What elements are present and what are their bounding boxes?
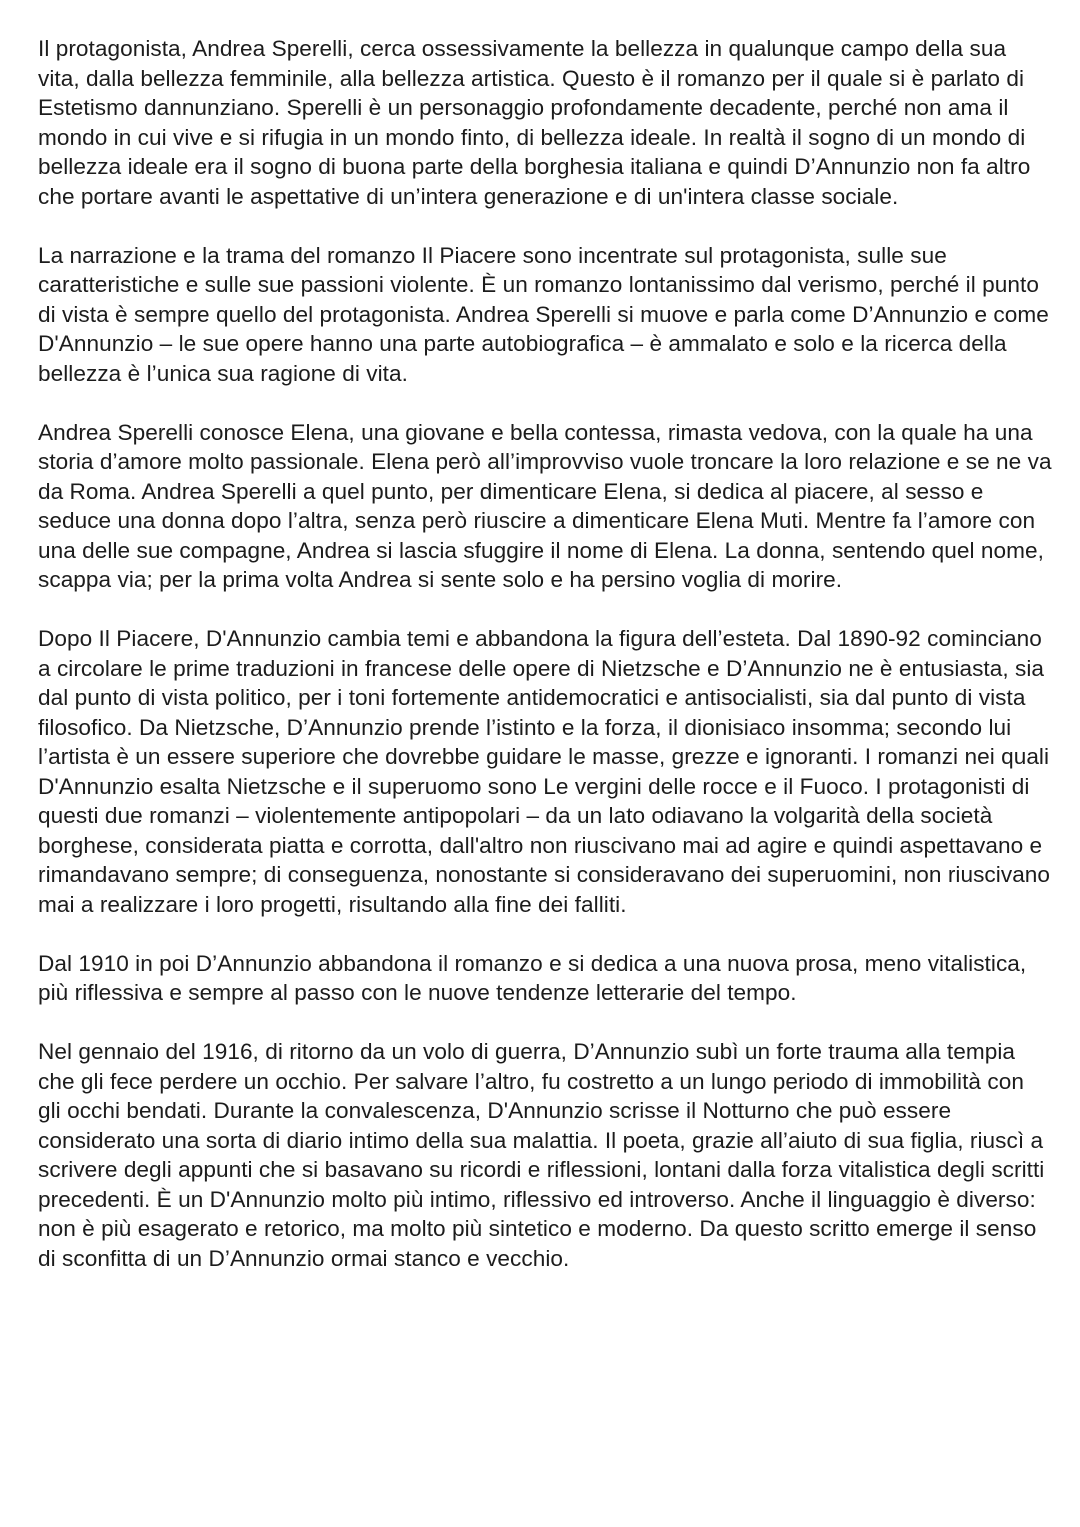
paragraph-protagonist: Il protagonista, Andrea Sperelli, cerca ossessivamente la bellezza in qualunque campo della sua vita, dalla bellezza femminile, alla bellezza artistica. Questo è il romanzo per il quale si è parlato di Estetismo dannunziano. Sperelli è un personaggio profondamente decadente, perché non ama il mondo in cui vive e si rifugia in un mondo finto, di bellezza ideale. In realtà il sogno di un mondo di bellezza ideale era il sogno di buona parte della borghesia italiana e quindi D’Annunzio non fa altro che portare avanti le aspettative di un’intera generazione e di un'intera classe sociale. <box>38 36 1031 209</box>
paragraph-elena: Andrea Sperelli conosce Elena, una giovane e bella contessa, rimasta vedova, con la quale ha una storia d’amore molto passionale. Elena però all’improvviso vuole troncare la loro relazione e se ne va da Roma. Andrea Sperelli a quel punto, per dimenticare Elena, si dedica al piacere, al sesso e seduce una donna dopo l’altra, senza però riuscire a dimenticare Elena Muti. Mentre fa l’amore con una delle sue compagne, Andrea si lascia sfuggire il nome di Elena. La donna, sentendo quel nome, scappa via; per la prima volta Andrea si sente solo e ha persino voglia di morire. <box>38 419 1052 592</box>
paragraph-1910: Dal 1910 in poi D’Annunzio abbandona il romanzo e si dedica a una nuova prosa, meno vitalistica, più riflessiva e sempre al passo con le nuove tendenze letterarie del tempo. <box>38 950 1027 1005</box>
paragraph-narration: La narrazione e la trama del romanzo Il Piacere sono incentrate sul protagonista, sulle sue caratteristiche e sulle sue passioni violente. È un romanzo lontanissimo dal verismo, perché il punto di vista è sempre quello del protagonista. Andrea Sperelli si muove e parla come D’Annunzio e come D'Annunzio – le sue opere hanno una parte autobiografica – è ammalato e solo e la ricerca della bellezza è l’unica sua ragione di vita. <box>38 242 1049 386</box>
paragraph-nietzsche: Dopo Il Piacere, D'Annunzio cambia temi e abbandona la figura dell’esteta. Dal 1890-92 cominciano a circolare le prime traduzioni in francese delle opere di Nietzsche e D’Annunzio ne è entusiasta, sia dal punto di vista politico, per i toni fortemente antidemocratici e antisocialisti, sia dal punto di vista filosofico. Da Nietzsche, D’Annunzio prende l’istinto e la forza, il dionisiaco insomma; secondo lui l’artista è un essere superiore che dovrebbe guidare le masse, grezze e ignoranti. I romanzi nei quali D'Annunzio esalta Nietzsche e il superuomo sono Le vergini delle rocce e il Fuoco. I protagonisti di questi due romanzi – violentemente antipopolari – da un lato odiavano la volgarità della società borghese, considerata piatta e corrotta, dall'altro non riuscivano mai ad agire e quindi aspettavano e rimandavano sempre; di conseguenza, nonostante si consideravano dei superuomini, non riuscivano mai a realizzare i loro progetti, risultando alla fine dei falliti. <box>38 626 1051 917</box>
document-page <box>38 34 1053 1303</box>
paragraph-notturno: Nel gennaio del 1916, di ritorno da un volo di guerra, D’Annunzio subì un forte trauma alla tempia che gli fece perdere un occhio. Per salvare l’altro, fu costretto a un lungo periodo di immobilità con gli occhi bendati. Durante la convalescenza, D'Annunzio scrisse il Notturno che può essere considerato una sorta di diario intimo della sua malattia. Il poeta, grazie all’aiuto di sua figlia, riuscì a scrivere degli appunti che si basavano su ricordi e riflessioni, lontani dalla forza vitalistica degli scritti precedenti. È un D'Annunzio molto più intimo, riflessivo ed introverso. Anche il linguaggio è diverso: non è più esagerato e retorico, ma molto più sintetico e moderno. Da questo scritto emerge il senso di sconfitta di un D’Annunzio ormai stanco e vecchio. <box>38 1039 1045 1271</box>
